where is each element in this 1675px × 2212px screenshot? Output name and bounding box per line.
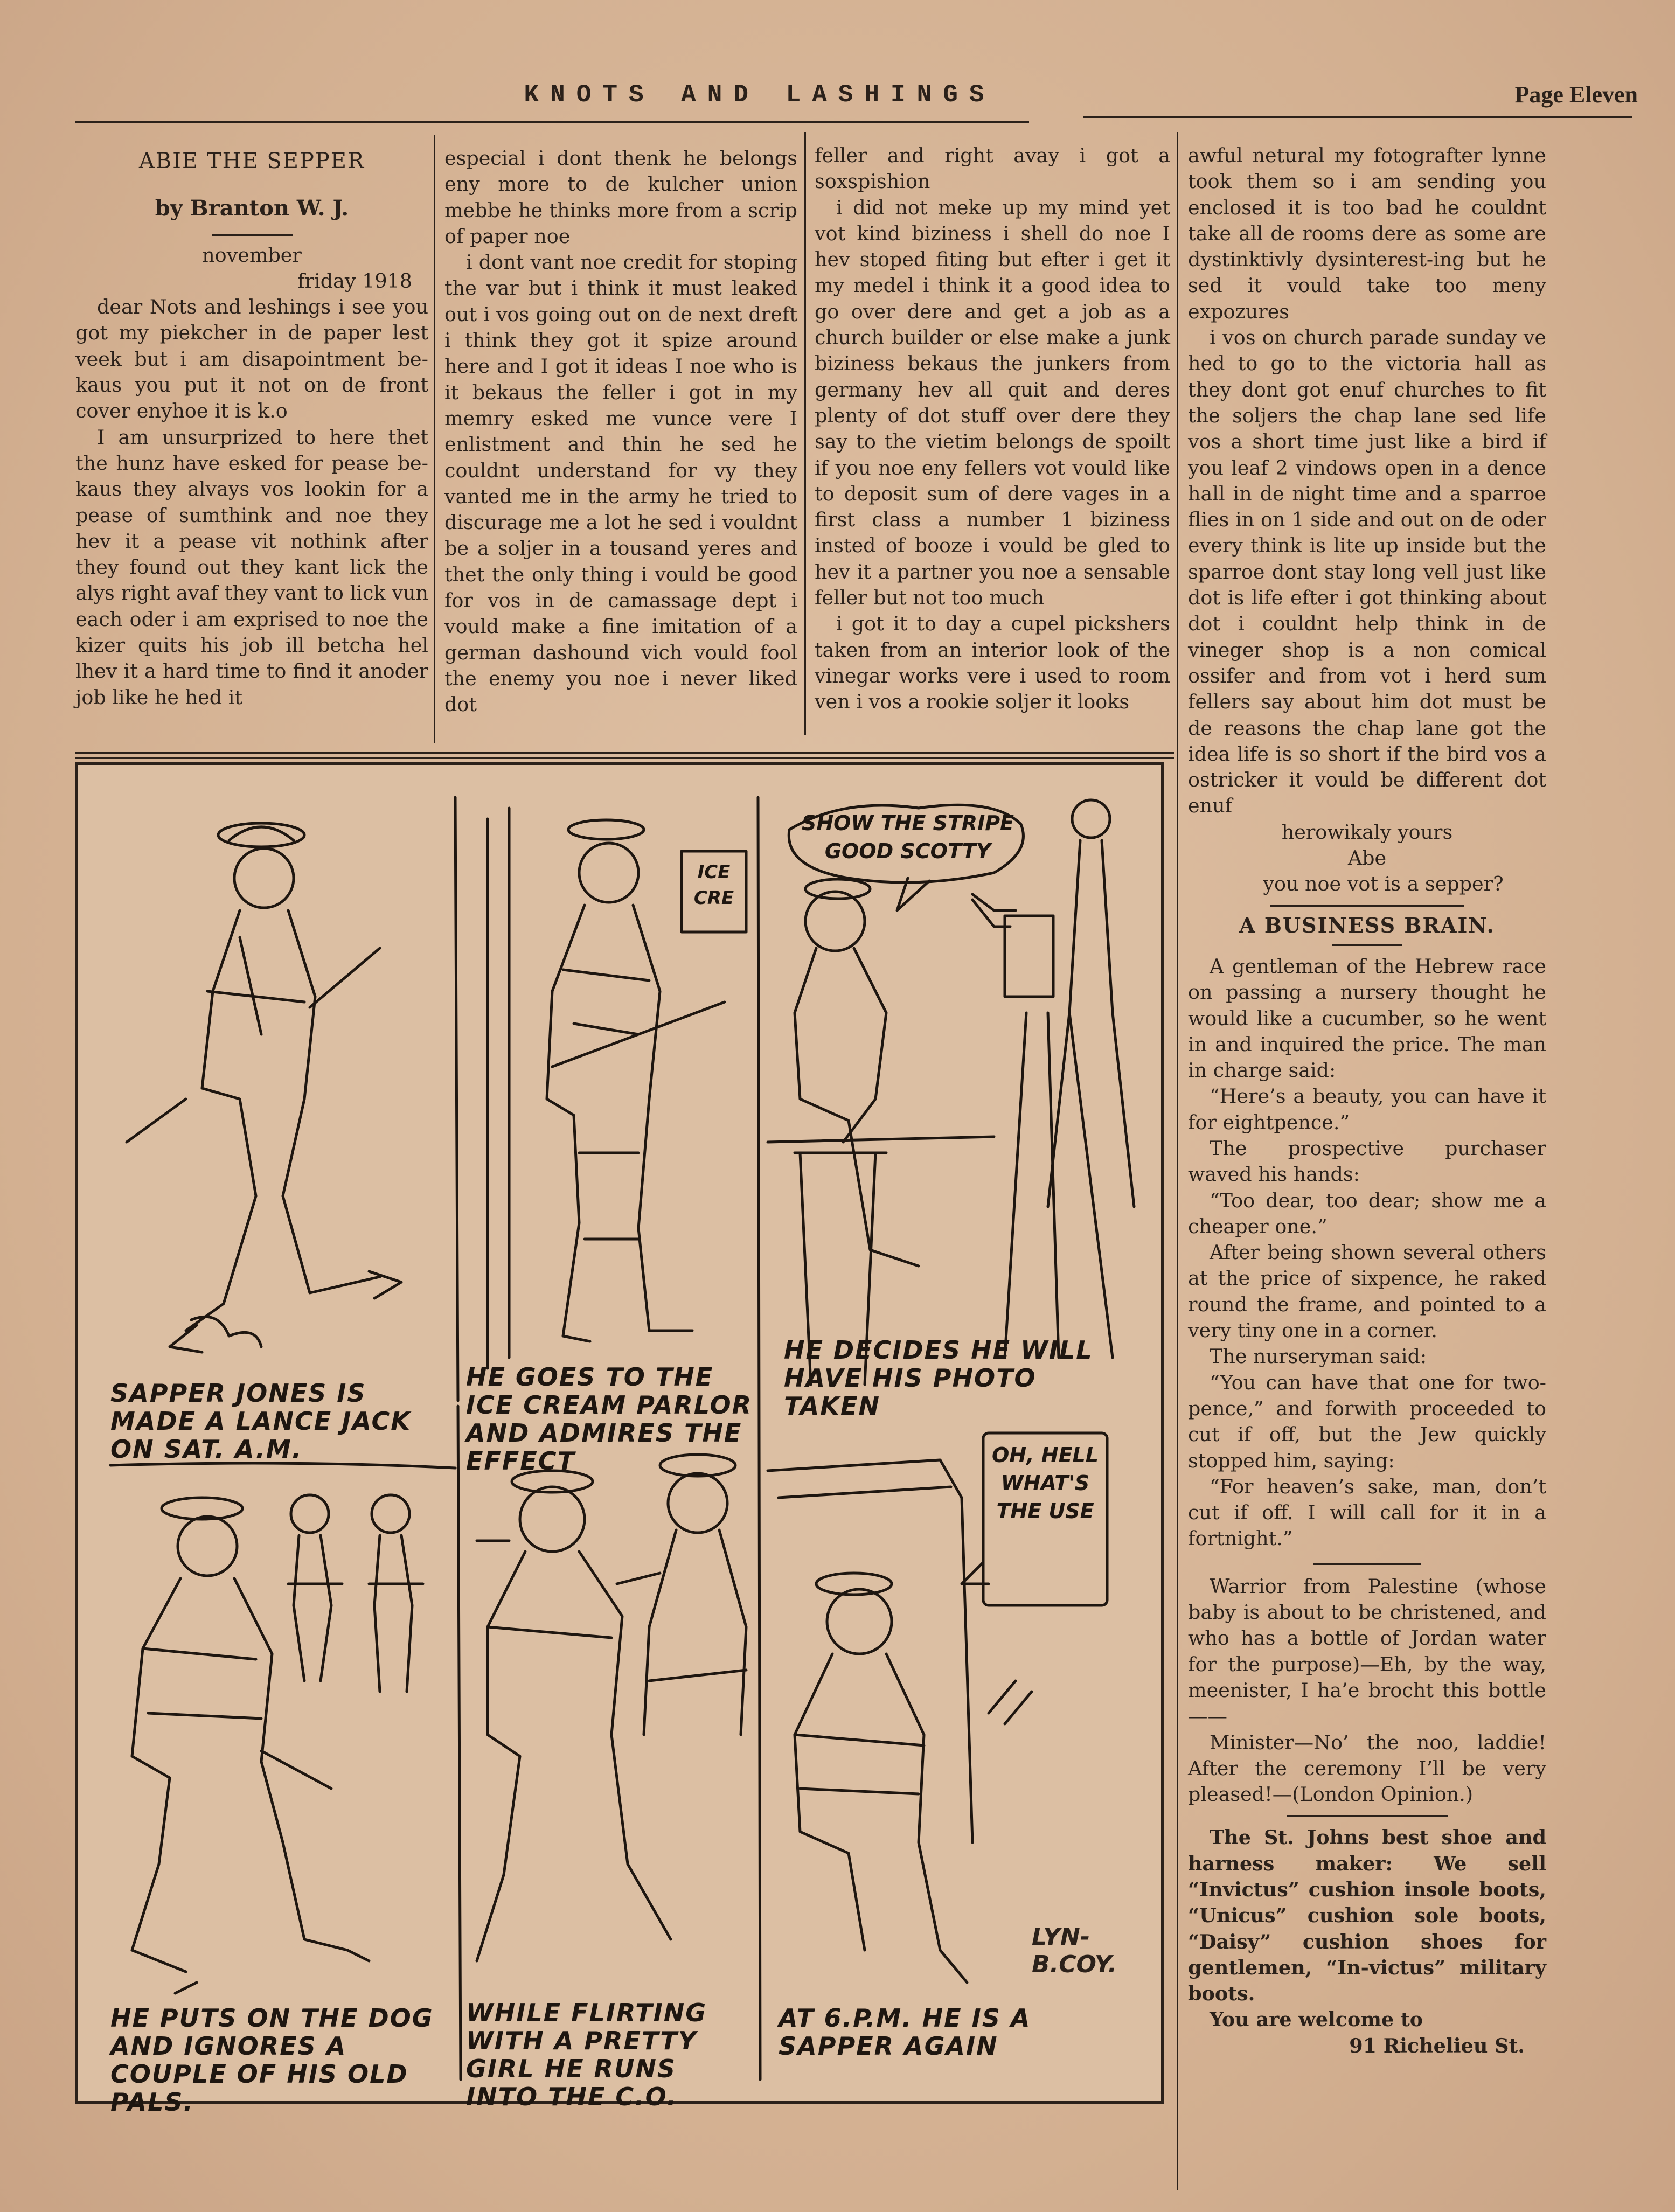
speech-bubble-photo-text: SHOW THE STRIPE GOOD SCOTTY [801,811,1014,863]
paragraph: i vos on church parade sunday ve hed to go to the victoria hall as they dont got enuf churches to fit the soljers the chap lane sed life vos a short time just like a bird if you leaf 2 vindows open in a dence hall in de night time and a sparroe flies in on 1 side and out on de oder every think is lite up inside but the sparroe dont stay long vell just like dot is life efter i got thinking about dot i couldnt help think in de vineger shop is a non comical ossifer and from vot i herd sum fellers say about him dot must be de reasons the chap lane got the idea life is so short if the bird vos a ostricker it vould be different dot enuf [1188,326,1546,818]
comic-separator [75,752,1174,754]
shoe-advert [1188,1825,1546,2059]
comic-separator [75,757,1174,759]
column-divider [1177,132,1178,2190]
old-pal-figure [372,1495,409,1533]
comic-caption-3: HE DECIDES HE WILL HAVE HIS PHOTO TAKEN [784,1335,1093,1421]
paragraph: feller and right avay i got a soxspishion [815,144,1170,193]
paragraph: The nurseryman said: [1210,1345,1427,1368]
article-byline: by Branton W. J. [155,196,349,221]
comic-caption-6: AT 6.P.M. HE IS A SAPPER AGAIN [779,2004,1031,2061]
header-rule-left [75,121,1029,123]
advert-brand: “In-victus” [1326,1956,1446,1979]
paragraph: i did not meke up my mind yet vot kind biziness i shell do noe I hev stoped fiting but efter i get it my medel i think it a good idea to go over dere and get a job as a church builder or else make a junk biziness bekaus the junkers from germany hev all quit and deres plenty of dot stuff over dere they say to the vietim belongs de spoilt if you noe eny fellers vot vould like to deposit sum of dere vages in a first class a number 1 biziness insted of booze i vould be gled to hev it a partner you noe a sensable feller but not too much [815,196,1170,610]
comic-strip [75,762,1164,2117]
panel-divider [458,1406,461,2079]
paragraph: “You can have that one for two-pence,” and forwith proceeded to cut if off, but the Jew quickly stopped him, saying: [1188,1371,1546,1472]
advert-text: cushion sole boots, [1287,1904,1546,1928]
article-title: A BUSINESS BRAIN. [1239,913,1495,937]
article-column-1 [75,148,428,711]
paragraph: “Too dear, too dear; show me a cheaper one.” [1188,1188,1546,1238]
section-divider [1270,905,1464,907]
comic-caption-1: SAPPER JONES IS MADE A LANCE JACK ON SAT. A.M. [110,1379,411,1464]
paragraph: Warrior from Palestine (whose baby is about to be christened, and who has a bottle of Jordan water for the purpose)—Eh, by the way, meenister, I ha’e brocht this bottle—— [1188,1574,1546,1728]
signoff: herowikaly yours [1281,820,1453,844]
publication-title: KNOTS AND LASHINGS [524,81,996,109]
old-pal-figure [291,1495,329,1533]
paragraph: “For heaven’s sake, man, don’t cut if off. I will call for it in a fortnight.” [1188,1474,1546,1550]
artist-signature: LYN- B.COY. [1032,1923,1117,1978]
sapper-figure-4 [132,1495,423,1993]
advert-text: cushion insole boots, [1299,1878,1546,1901]
panel-divider [455,797,458,1401]
paragraph: i dont vant noe credit for stoping the var but i think it must leaked out i vos going out on de next dreft i think they got it spize around here and I got it ideas I noe who is it bekaus the feller i got in my memry esked me vunce vere I enlistment and thin he sed he couldnt understand for vy they vanted me in the army he tried to discurage me a lot he sed i vouldnt be a soljer in a tousand yeres and thet the only thing i vould be good for vos in de camassage dept i vould make a fine imitation of a german dashound vich vould fool the enemy you noe i never liked dot [444,251,797,717]
paragraph: A gentleman of the Hebrew race on passing a nursery thought he would like a cucumber, so he went in and inquired the price. The man in charge said: [1188,954,1546,1082]
advert-brand: “Invictus” [1188,1878,1299,1901]
advert-text: cushion shoes for gentlemen, [1188,1930,1546,1979]
signoff: you noe vot is a sepper? [1263,872,1504,896]
advert-brand: “Unicus” [1188,1904,1287,1928]
page-number: Page Eleven [1514,81,1638,108]
header-rule-right [1083,116,1632,118]
paragraph: awful netural my fotografter lynne took them so i am sending you enclosed it is too bad he couldnt take all de rooms dere as some are dystinktivly dysinterest-ing but he sed it vould take too meny expozures [1188,144,1546,323]
photo-scene [768,800,1134,1385]
paragraph: i got it to day a cupel pickshers taken from an interior look of the vinegar works vere i used to room ven i vos a rookie soljer it looks [815,612,1170,714]
paragraph: “Here’s a beauty, you can have it for eightpence.” [1188,1084,1546,1134]
paragraph: After being shown several others at the price of sixpence, he raked round the frame, and pointed to a very tiny one in a corner. [1188,1241,1546,1342]
camera-icon [1005,916,1053,997]
ice-cream-sign: ICE CRE [693,861,734,909]
panel-divider [110,1463,455,1468]
comic-caption-4: HE PUTS ON THE DOG AND IGNORES A COUPLE OF HIS OLD PALS. [110,2004,434,2117]
paragraph: dear Nots and leshings i see you got my piekcher in de paper lest veek but i am disapointment be-kaus you put it not on de front cover enyhoe it is k.o [75,295,428,423]
right-column [1188,143,1546,2059]
title-rule [1332,944,1402,946]
date-line: november [202,243,302,267]
paragraph: I am unsurprized to here thet the hunz have esked for pease be-kaus they alvays vos lookin for a pease of sumthink and noe they hev it a pease vit nothink after they found out they kant lick the alys right avaf they vant to lick vun each oder i am exprised to noe the kizer quits his job ill betcha hel lhev it a hard time to find it anoder job like he hed it [75,425,428,709]
signoff: Abe [1347,846,1387,870]
flirt-scene [477,1455,746,1961]
comic-caption-2: HE GOES TO THE ICE CREAM PARLOR AND ADMIRES THE EFFECT [466,1362,753,1476]
paragraph: The prospective purchaser waved his hands: [1188,1136,1546,1186]
advert-brand: “Daisy” [1188,1930,1271,1953]
byline-rule [212,234,293,236]
column-divider [434,135,435,743]
sapper-figure-1 [127,823,401,1352]
advert-welcome: You are welcome to [1210,2008,1423,2032]
section-divider [1313,1563,1421,1565]
section-divider [1287,1815,1448,1817]
date-line: friday 1918 [297,269,412,293]
advert-text: The St. Johns best shoe and harness maker: We sell [1188,1826,1546,1875]
advert-text: military boots. [1188,1956,1546,2006]
speech-bubble-hell-text: OH, HELL WHAT'S THE USE [992,1443,1099,1523]
paragraph: especial i dont thenk he belongs eny more to de kulcher union mebbe he thinks more from a scrip of paper noe [444,147,797,248]
article-column-3 [815,143,1170,715]
article-title: ABIE THE SEPPER [138,149,365,173]
paragraph: Minister—No’ the noo, laddie! After the ceremony I’ll be very pleased!—(London Opinion.) [1188,1730,1546,1806]
column-divider [804,132,806,735]
advert-address: 91 Richelieu St. [1349,2034,1525,2057]
article-column-2 [444,145,797,718]
comic-caption-5: WHILE FLIRTING WITH A PRETTY GIRL HE RUNS INTO THE C.O. [466,1998,707,2111]
